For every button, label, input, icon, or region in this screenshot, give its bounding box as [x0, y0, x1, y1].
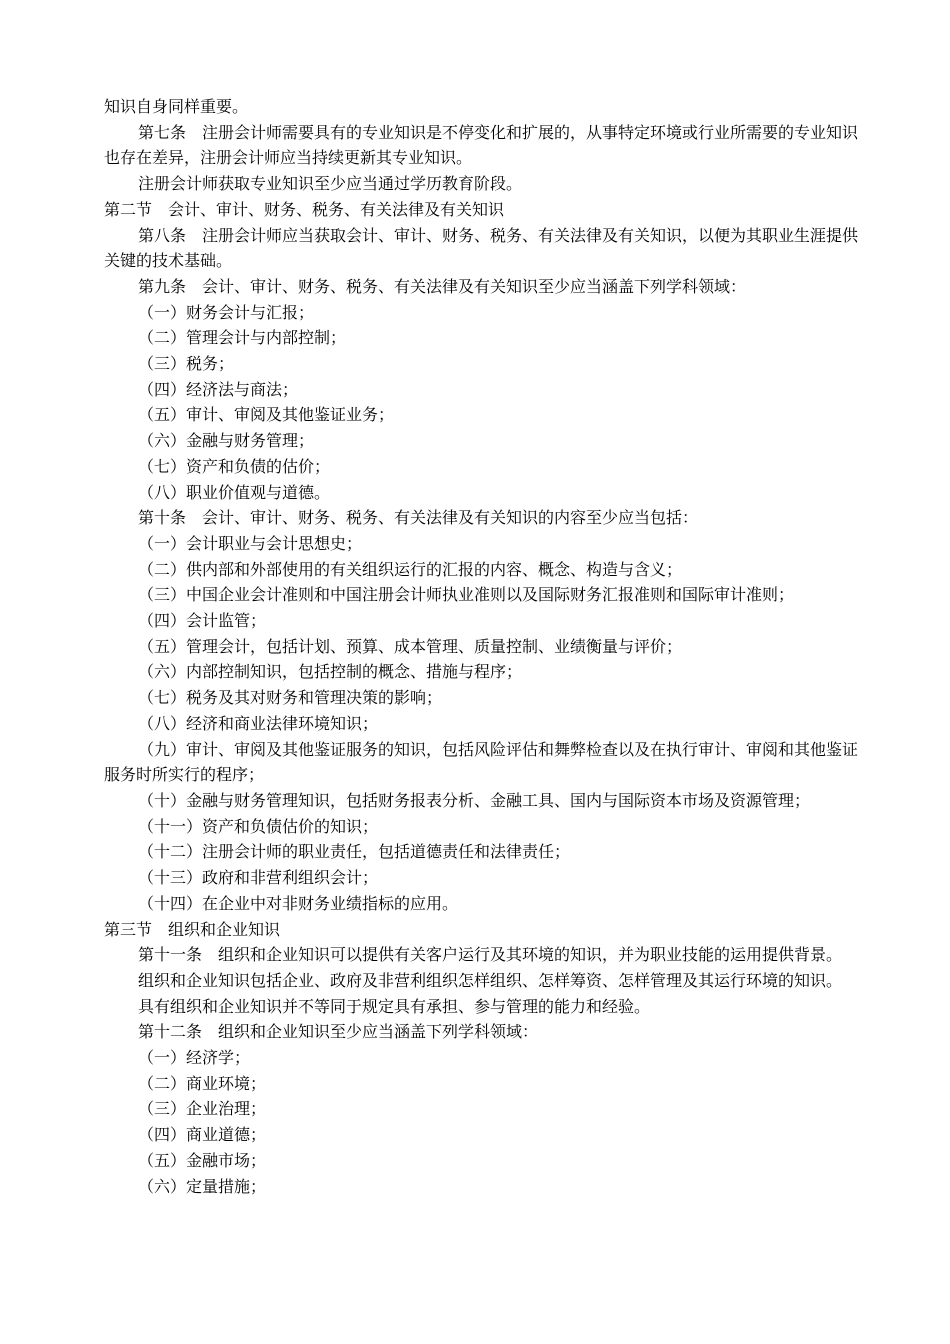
text-line: （五）金融市场； — [138, 1150, 267, 1170]
text-line: （四）会计监管； — [138, 611, 267, 631]
text-line: 知识自身同样重要。 — [104, 97, 249, 116]
text-line: （一）会计职业与会计思想史； — [138, 533, 363, 553]
text-line: （六）金融与财务管理； — [138, 431, 315, 451]
text-line: 组织和企业知识包括企业、政府及非营利组织怎样组织、怎样筹资、怎样管理及其运行环境的知识。 — [138, 970, 843, 990]
text-line: （四）经济法与商法； — [138, 379, 299, 399]
text-line: 第十一条 组织和企业知识可以提供有关客户运行及其环境的知识，并为职业技能的运用提供背景。 — [138, 945, 843, 965]
text-line: （十二）注册会计师的职业责任，包括道德责任和法律责任； — [138, 842, 571, 862]
text-line: （三）税务； — [138, 354, 235, 374]
text-line: 具有组织和企业知识并不等同于规定具有承担、参与管理的能力和经验。 — [138, 996, 651, 1016]
text-line: （十三）政府和非营利组织会计； — [138, 868, 379, 888]
text-line: 注册会计师获取专业知识至少应当通过学历教育阶段。 — [138, 174, 523, 194]
text-line: （一）财务会计与汇报； — [138, 302, 315, 322]
text-line: （十四）在企业中对非财务业绩指标的应用。 — [138, 893, 459, 913]
text-line: （二）供内部和外部使用的有关组织运行的汇报的内容、概念、构造与含义； — [138, 559, 683, 579]
text-line: 第八条 注册会计师应当获取会计、审计、财务、税务、有关法律及有关知识，以便为其职业生涯提供关键的技术基础。 — [104, 225, 859, 271]
text-line: （十一）资产和负债估价的知识； — [138, 816, 379, 836]
text-line: （三）企业治理； — [138, 1099, 267, 1119]
text-line: 第十二条 组织和企业知识至少应当涵盖下列学科领域： — [138, 1022, 539, 1042]
text-line: 第十条 会计、审计、财务、税务、有关法律及有关知识的内容至少应当包括： — [138, 508, 699, 528]
text-line: （二）管理会计与内部控制； — [138, 328, 347, 348]
text-line: （三）中国企业会计准则和中国注册会计师执业准则以及国际财务汇报准则和国际审计准则； — [138, 585, 795, 605]
text-line: （六）定量措施； — [138, 1176, 267, 1196]
text-line: （十）金融与财务管理知识，包括财务报表分析、金融工具、国内与国际资本市场及资源管理； — [138, 790, 811, 810]
text-line: （八）职业价值观与道德。 — [138, 482, 331, 502]
text-line: （四）商业道德； — [138, 1125, 267, 1145]
text-line: （五）审计、审阅及其他鉴证业务； — [138, 405, 395, 425]
text-line: （八）经济和商业法律环境知识； — [138, 713, 379, 733]
text-line: （二）商业环境； — [138, 1073, 267, 1093]
text-line: （五）管理会计，包括计划、预算、成本管理、质量控制、业绩衡量与评价； — [138, 636, 683, 656]
text-line: （九）审计、审阅及其他鉴证服务的知识，包括风险评估和舞弊检查以及在执行审计、审阅和其他鉴证服务时所实行的程序； — [104, 739, 859, 785]
text-line: （六）内部控制知识，包括控制的概念、措施与程序； — [138, 662, 523, 682]
text-line: 第二节 会计、审计、财务、税务、有关法律及有关知识 — [104, 199, 505, 219]
text-line: 第三节 组织和企业知识 — [104, 919, 281, 939]
text-line: 第九条 会计、审计、财务、税务、有关法律及有关知识至少应当涵盖下列学科领域： — [138, 276, 747, 296]
text-line: （一）经济学； — [138, 1048, 251, 1068]
text-line: （七）资产和负债的估价； — [138, 456, 331, 476]
text-line: （七）税务及其对财务和管理决策的影响； — [138, 688, 443, 708]
text-line: 第七条 注册会计师需要具有的专业知识是不停变化和扩展的，从事特定环境或行业所需要的专业知识也存在差异，注册会计师应当持续更新其专业知识。 — [104, 122, 859, 168]
document-page — [104, 94, 864, 1199]
